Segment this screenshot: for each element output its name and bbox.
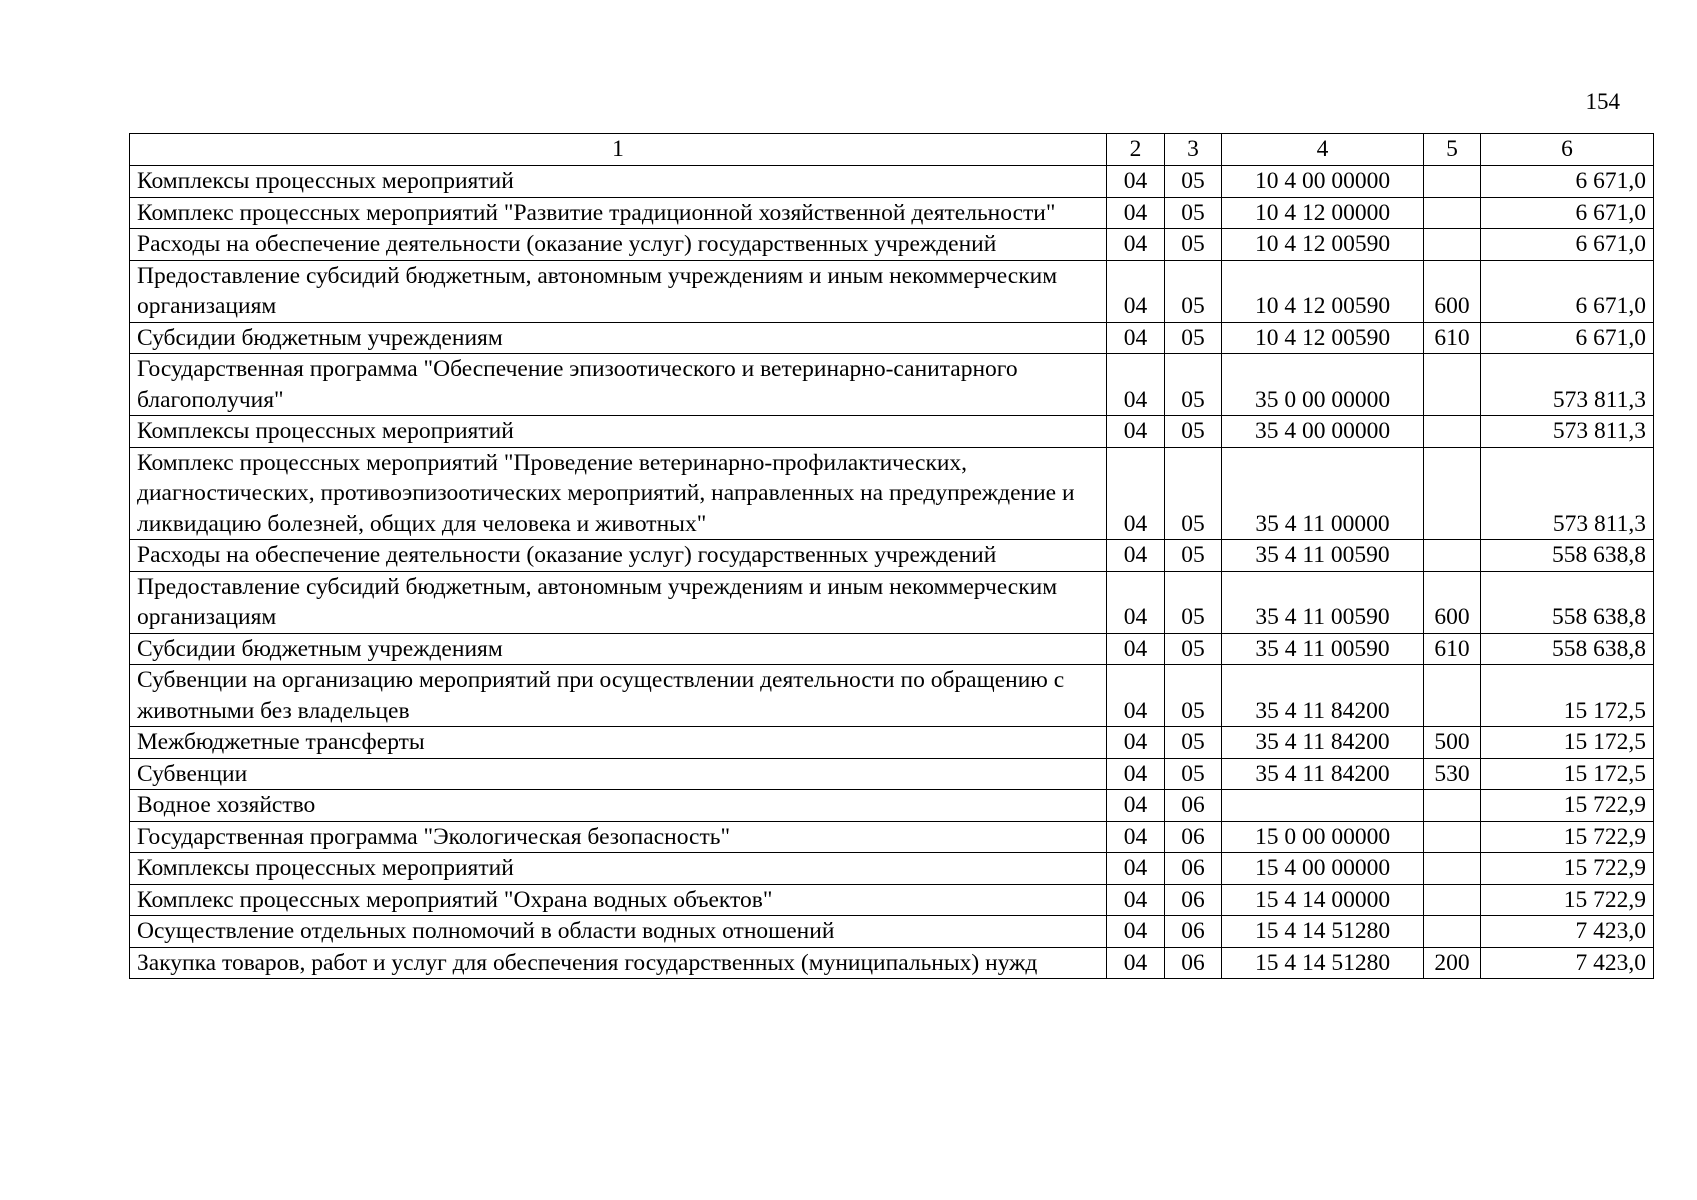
row-name-cell: Государственная программа "Обеспечение эпизоотического и ветеринарно-санитарного благополучия" <box>130 354 1107 416</box>
row-section-cell: 04 <box>1107 166 1165 198</box>
row-amount-cell: 15 722,9 <box>1481 790 1654 822</box>
page-number: 154 <box>1585 89 1620 114</box>
row-expense-type-cell <box>1424 790 1481 822</box>
table-row <box>130 229 1654 261</box>
row-amount-cell: 7 423,0 <box>1481 916 1654 948</box>
row-name-cell: Субвенции на организацию мероприятий при осуществлении деятельности по обращению с животными без владельцев <box>130 665 1107 727</box>
row-expense-type-cell: 600 <box>1424 260 1481 322</box>
row-section-cell: 04 <box>1107 853 1165 885</box>
row-subsection-cell: 05 <box>1165 727 1222 759</box>
row-target-article-cell: 35 4 11 84200 <box>1222 727 1424 759</box>
header-col-3: 3 <box>1165 134 1222 166</box>
table-row <box>130 166 1654 198</box>
row-subsection-cell: 05 <box>1165 447 1222 540</box>
table-row <box>130 260 1654 322</box>
row-expense-type-cell <box>1424 229 1481 261</box>
table-row <box>130 354 1654 416</box>
row-amount-cell: 15 172,5 <box>1481 727 1654 759</box>
header-col-5: 5 <box>1424 134 1481 166</box>
row-section-cell: 04 <box>1107 447 1165 540</box>
row-section-cell: 04 <box>1107 916 1165 948</box>
row-expense-type-cell: 200 <box>1424 947 1481 979</box>
row-expense-type-cell <box>1424 665 1481 727</box>
row-name-cell: Предоставление субсидий бюджетным, автономным учреждениям и иным некоммерческим организациям <box>130 571 1107 633</box>
table-row <box>130 665 1654 727</box>
row-target-article-cell: 10 4 12 00000 <box>1222 197 1424 229</box>
row-subsection-cell: 05 <box>1165 166 1222 198</box>
row-name-cell: Комплекс процессных мероприятий "Охрана водных объектов" <box>130 884 1107 916</box>
table-row <box>130 884 1654 916</box>
row-amount-cell: 15 722,9 <box>1481 853 1654 885</box>
row-name-cell: Осуществление отдельных полномочий в области водных отношений <box>130 916 1107 948</box>
row-section-cell: 04 <box>1107 354 1165 416</box>
row-target-article-cell: 10 4 12 00590 <box>1222 229 1424 261</box>
row-section-cell: 04 <box>1107 416 1165 448</box>
row-subsection-cell: 05 <box>1165 229 1222 261</box>
row-name-cell: Комплекс процессных мероприятий "Проведение ветеринарно-профилактических, диагностических, противоэпизоотических мероприятий, направленных на предупреждение и ликвидацию болезней, общих для человека и животных" <box>130 447 1107 540</box>
row-amount-cell: 558 638,8 <box>1481 571 1654 633</box>
row-section-cell: 04 <box>1107 260 1165 322</box>
row-expense-type-cell <box>1424 197 1481 229</box>
row-amount-cell: 573 811,3 <box>1481 354 1654 416</box>
row-amount-cell: 573 811,3 <box>1481 416 1654 448</box>
row-section-cell: 04 <box>1107 884 1165 916</box>
row-expense-type-cell <box>1424 447 1481 540</box>
row-section-cell: 04 <box>1107 665 1165 727</box>
row-section-cell: 04 <box>1107 947 1165 979</box>
table-row <box>130 853 1654 885</box>
row-target-article-cell: 35 4 11 00590 <box>1222 633 1424 665</box>
row-section-cell: 04 <box>1107 540 1165 572</box>
row-name-cell: Закупка товаров, работ и услуг для обеспечения государственных (муниципальных) нужд <box>130 947 1107 979</box>
row-subsection-cell: 05 <box>1165 758 1222 790</box>
row-name-cell: Субвенции <box>130 758 1107 790</box>
row-target-article-cell: 10 4 00 00000 <box>1222 166 1424 198</box>
row-section-cell: 04 <box>1107 821 1165 853</box>
row-target-article-cell: 15 4 14 51280 <box>1222 916 1424 948</box>
row-target-article-cell: 35 4 00 00000 <box>1222 416 1424 448</box>
row-expense-type-cell: 610 <box>1424 633 1481 665</box>
row-amount-cell: 558 638,8 <box>1481 540 1654 572</box>
table-row <box>130 947 1654 979</box>
table-row <box>130 758 1654 790</box>
row-expense-type-cell: 500 <box>1424 727 1481 759</box>
budget-table <box>129 133 1654 979</box>
row-name-cell: Расходы на обеспечение деятельности (оказание услуг) государственных учреждений <box>130 229 1107 261</box>
row-expense-type-cell <box>1424 540 1481 572</box>
row-subsection-cell: 05 <box>1165 665 1222 727</box>
row-target-article-cell: 10 4 12 00590 <box>1222 322 1424 354</box>
row-subsection-cell: 05 <box>1165 260 1222 322</box>
row-subsection-cell: 06 <box>1165 853 1222 885</box>
row-name-cell: Комплекс процессных мероприятий "Развитие традиционной хозяйственной деятельности" <box>130 197 1107 229</box>
table-row <box>130 322 1654 354</box>
row-subsection-cell: 05 <box>1165 571 1222 633</box>
row-target-article-cell: 35 4 11 84200 <box>1222 665 1424 727</box>
header-col-1: 1 <box>130 134 1107 166</box>
row-amount-cell: 7 423,0 <box>1481 947 1654 979</box>
table-body <box>130 166 1654 979</box>
row-expense-type-cell <box>1424 416 1481 448</box>
row-section-cell: 04 <box>1107 633 1165 665</box>
row-target-article-cell: 35 4 11 00590 <box>1222 571 1424 633</box>
row-amount-cell: 573 811,3 <box>1481 447 1654 540</box>
row-amount-cell: 6 671,0 <box>1481 166 1654 198</box>
row-amount-cell: 6 671,0 <box>1481 197 1654 229</box>
row-target-article-cell: 35 4 11 84200 <box>1222 758 1424 790</box>
row-subsection-cell: 06 <box>1165 821 1222 853</box>
row-expense-type-cell <box>1424 166 1481 198</box>
row-subsection-cell: 05 <box>1165 322 1222 354</box>
table-row <box>130 727 1654 759</box>
row-name-cell: Расходы на обеспечение деятельности (оказание услуг) государственных учреждений <box>130 540 1107 572</box>
row-section-cell: 04 <box>1107 790 1165 822</box>
row-section-cell: 04 <box>1107 322 1165 354</box>
table-row <box>130 447 1654 540</box>
row-target-article-cell: 15 4 14 51280 <box>1222 947 1424 979</box>
row-target-article-cell: 35 4 11 00590 <box>1222 540 1424 572</box>
row-expense-type-cell <box>1424 853 1481 885</box>
table-row <box>130 571 1654 633</box>
row-section-cell: 04 <box>1107 571 1165 633</box>
row-name-cell: Предоставление субсидий бюджетным, автономным учреждениям и иным некоммерческим организациям <box>130 260 1107 322</box>
table-row <box>130 416 1654 448</box>
table-row <box>130 821 1654 853</box>
row-amount-cell: 6 671,0 <box>1481 229 1654 261</box>
row-amount-cell: 15 722,9 <box>1481 884 1654 916</box>
row-subsection-cell: 05 <box>1165 197 1222 229</box>
row-amount-cell: 15 722,9 <box>1481 821 1654 853</box>
row-target-article-cell: 35 0 00 00000 <box>1222 354 1424 416</box>
row-section-cell: 04 <box>1107 758 1165 790</box>
row-target-article-cell: 10 4 12 00590 <box>1222 260 1424 322</box>
row-subsection-cell: 06 <box>1165 790 1222 822</box>
table-row <box>130 916 1654 948</box>
row-name-cell: Комплексы процессных мероприятий <box>130 416 1107 448</box>
row-subsection-cell: 05 <box>1165 416 1222 448</box>
row-name-cell: Комплексы процессных мероприятий <box>130 853 1107 885</box>
row-name-cell: Водное хозяйство <box>130 790 1107 822</box>
row-amount-cell: 6 671,0 <box>1481 322 1654 354</box>
row-expense-type-cell <box>1424 821 1481 853</box>
row-amount-cell: 15 172,5 <box>1481 758 1654 790</box>
row-name-cell: Государственная программа "Экологическая безопасность" <box>130 821 1107 853</box>
row-subsection-cell: 05 <box>1165 354 1222 416</box>
row-name-cell: Комплексы процессных мероприятий <box>130 166 1107 198</box>
row-subsection-cell: 06 <box>1165 884 1222 916</box>
row-name-cell: Межбюджетные трансферты <box>130 727 1107 759</box>
row-subsection-cell: 06 <box>1165 916 1222 948</box>
row-expense-type-cell: 530 <box>1424 758 1481 790</box>
row-target-article-cell: 15 0 00 00000 <box>1222 821 1424 853</box>
row-expense-type-cell: 600 <box>1424 571 1481 633</box>
row-subsection-cell: 05 <box>1165 633 1222 665</box>
row-expense-type-cell <box>1424 884 1481 916</box>
table-row <box>130 540 1654 572</box>
row-section-cell: 04 <box>1107 229 1165 261</box>
row-target-article-cell: 35 4 11 00000 <box>1222 447 1424 540</box>
row-section-cell: 04 <box>1107 197 1165 229</box>
row-target-article-cell <box>1222 790 1424 822</box>
header-col-6: 6 <box>1481 134 1654 166</box>
row-amount-cell: 558 638,8 <box>1481 633 1654 665</box>
row-subsection-cell: 06 <box>1165 947 1222 979</box>
table-row <box>130 197 1654 229</box>
table-header-row <box>130 134 1654 166</box>
table-row <box>130 633 1654 665</box>
row-target-article-cell: 15 4 00 00000 <box>1222 853 1424 885</box>
row-target-article-cell: 15 4 14 00000 <box>1222 884 1424 916</box>
row-section-cell: 04 <box>1107 727 1165 759</box>
table-row <box>130 790 1654 822</box>
row-name-cell: Субсидии бюджетным учреждениям <box>130 322 1107 354</box>
row-amount-cell: 6 671,0 <box>1481 260 1654 322</box>
row-subsection-cell: 05 <box>1165 540 1222 572</box>
row-expense-type-cell <box>1424 354 1481 416</box>
header-col-4: 4 <box>1222 134 1424 166</box>
row-name-cell: Субсидии бюджетным учреждениям <box>130 633 1107 665</box>
header-col-2: 2 <box>1107 134 1165 166</box>
row-expense-type-cell <box>1424 916 1481 948</box>
row-amount-cell: 15 172,5 <box>1481 665 1654 727</box>
row-expense-type-cell: 610 <box>1424 322 1481 354</box>
